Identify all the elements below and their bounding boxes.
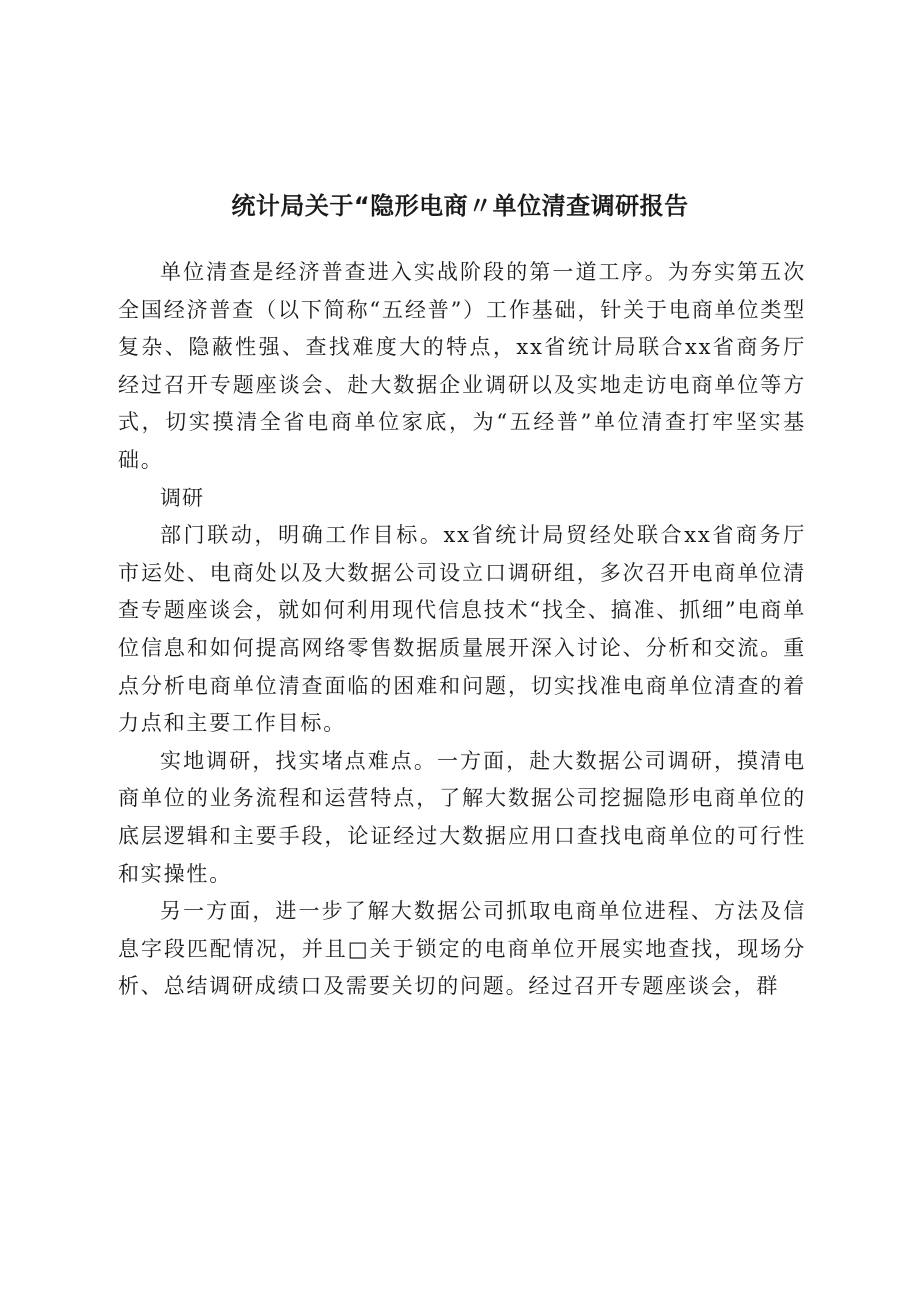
document-body: [118, 254, 806, 1006]
section-heading-research: 调研: [160, 485, 204, 510]
paragraph-field-research: 实地调研，找实堵点难点。一方面，赴大数据公司调研，摸清电商单位的业务流程和运营特点，了解大数据公司挖掘隐形电商单位的底层逻辑和主要手段，论证经过大数据应用口查找电商单位的可行性和实操性。: [118, 748, 806, 886]
paragraph-intro: 单位清查是经济普查进入实战阶段的第一道工序。为夯实第五次全国经济普查（以下简称“五经普”）工作基础，针关于电商单位类型复杂、隐蔽性强、查找难度大的特点，xx省统计局联合xx省商务厅经过召开专题座谈会、赴大数据企业调研以及实地走访电商单位等方式，切实摸清全省电商单位家底，为“五经普”单位清查打牢坚实基础。: [118, 260, 806, 472]
document-title: 统计局关于“隐形电商〃单位清查调研报告: [231, 192, 689, 220]
paragraph-other-aspect: 另一方面，进一步了解大数据公司抓取电商单位进程、方法及信息字段匹配情况，并且□关于锁定的电商单位开展实地查找，现场分析、总结调研成绩口及需要关切的问题。经过召开专题座谈会，群: [118, 899, 806, 999]
paragraph-department-linkage: 部门联动，明确工作目标。xx省统计局贸经处联合xx省商务厅市运处、电商处以及大数据公司设立口调研组，多次召开电商单位清查专题座谈会，就如何利用现代信息技术“找全、搞准、抓细”电商单位信息和如何提高网络零售数据质量展开深入讨论、分析和交流。重点分析电商单位清查面临的困难和问题，切实找准电商单位清查的着力点和主要工作目标。: [118, 523, 806, 736]
